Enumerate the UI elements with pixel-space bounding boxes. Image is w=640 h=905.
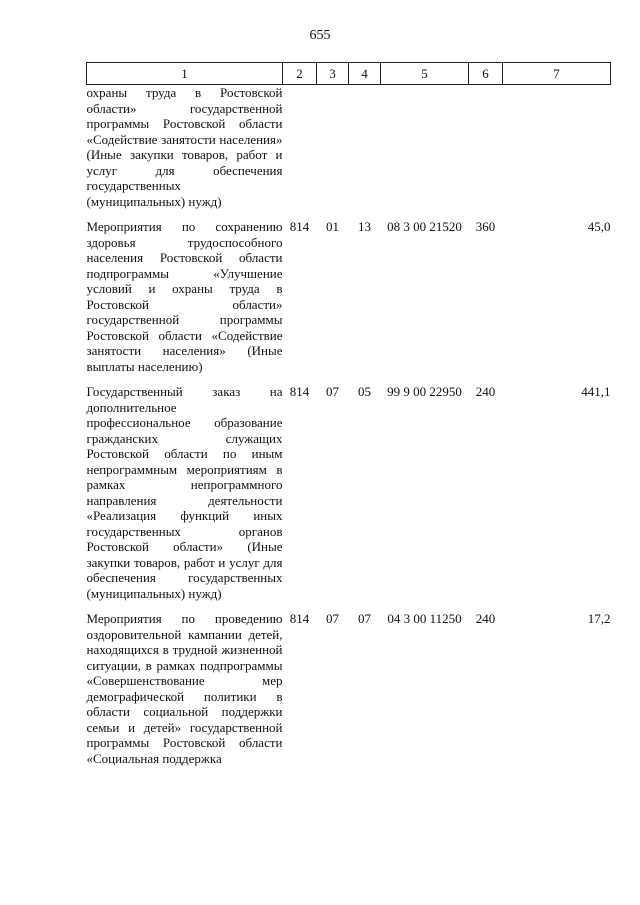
cell-ministry [283,85,317,210]
row-description: охраны труда в Ростовской области» государственной программы Ростовской области «Содействие занятости населения» (Иные закупки товаров, работ и услуг для обеспечения государственных (муниципальных) нужд) [86,85,283,209]
cell-subsection [349,85,381,210]
cell-subsection: 05 [358,384,371,399]
cell-amount: 17,2 [587,611,611,626]
cell-amount [503,85,611,210]
cell-expense-type: 240 [475,384,496,399]
column-header: 2 [283,63,317,85]
row-description: Мероприятия по сохранению здоровья трудоспособного населения Ростовской области подпрограммы «Улучшение условий и охраны труда в Ростовской области» государственной программы Ростовской области «Содействие занятости населения» (Иные выплаты населению) [86,219,283,374]
cell-ministry: 814 [289,384,310,399]
cell-target: 04 3 00 11250 [387,611,462,626]
column-header: 4 [349,63,381,85]
column-header-row [87,63,611,85]
cell-amount: 45,0 [587,219,611,234]
cell-section [317,85,349,210]
table-row [87,219,611,374]
cell-section: 07 [326,611,339,626]
column-header: 6 [469,63,503,85]
row-spacer [87,209,611,219]
row-description: Мероприятия по проведению оздоровительной кампании детей, находящихся в трудной жизненной ситуации, в рамках подпрограммы «Совершенствование мер демографической политики в области социальной поддержки семьи и детей» государственной программы Ростовской области «Социальная поддержка [86,611,283,766]
cell-section: 07 [326,384,339,399]
cell-target [381,85,469,210]
column-header: 3 [317,63,349,85]
budget-table [86,62,611,766]
table-row [87,611,611,766]
cell-ministry: 814 [289,219,310,234]
table-row [87,85,611,210]
cell-subsection: 07 [358,611,371,626]
cell-target: 08 3 00 21520 [387,219,462,234]
cell-expense-type: 360 [475,219,496,234]
cell-amount: 441,1 [581,384,611,399]
table-row [87,384,611,601]
column-header: 5 [381,63,469,85]
cell-subsection: 13 [358,219,371,234]
cell-expense-type [469,85,503,210]
row-spacer [87,374,611,384]
column-header: 7 [503,63,611,85]
cell-ministry: 814 [289,611,310,626]
column-header: 1 [87,63,283,85]
cell-target: 99 9 00 22950 [387,384,462,399]
cell-expense-type: 240 [475,611,496,626]
row-spacer [87,601,611,611]
cell-section: 01 [326,219,339,234]
page-number: 655 [309,28,331,43]
row-description: Государственный заказ на дополнительное профессиональное образование гражданских служащих Ростовской области по иным непрограммным мероприятиям в рамках непрограммного направления деятельности «Реализация функций иных государственных органов Ростовской области» (Иные закупки товаров, работ и услуг для обеспечения государственных (муниципальных) нужд) [86,384,283,601]
